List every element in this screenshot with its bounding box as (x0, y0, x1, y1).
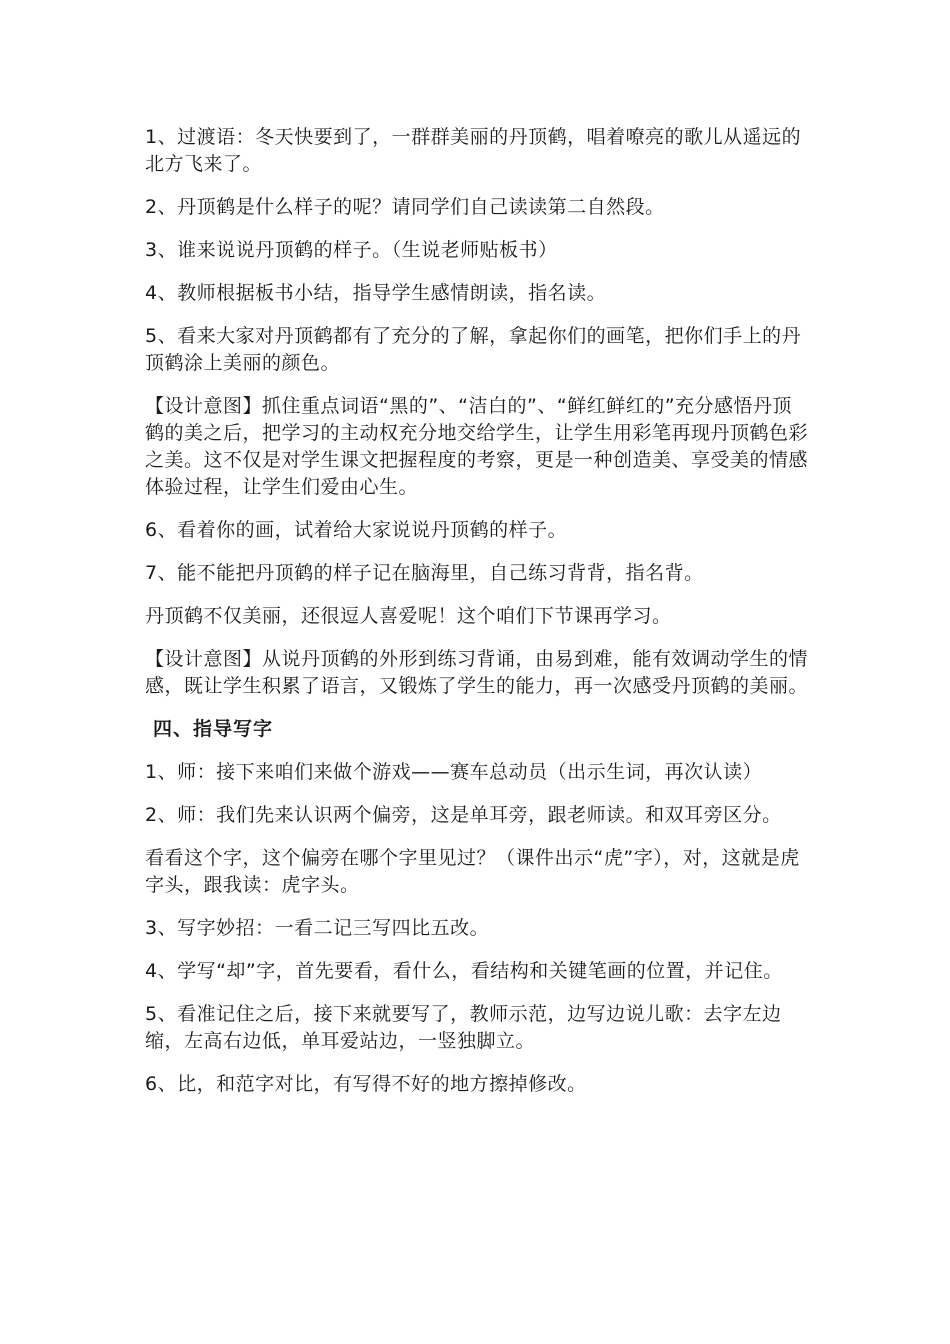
paragraph-design-intent-2: 【设计意图】从说丹顶鹤的外形到练习背诵，由易到难，能有效调动学生的情感，既让学生积累了语言，又锻炼了学生的能力，再一次感受丹顶鹤的美丽。 (145, 648, 809, 697)
paragraph-tiger-radical: 看看这个字，这个偏旁在哪个字里见过？（课件出示“虎”字），对，这就是虎字头，跟我读：虎字头。 (145, 847, 800, 896)
section-heading-writing: 四、指导写字 (153, 718, 274, 740)
paragraph-read-second-section: 2、丹顶鹤是什么样子的呢？请同学们自己读读第二自然段。 (145, 196, 665, 218)
document-page (145, 124, 810, 1114)
paragraph-describe-drawing: 6、看着你的画，试着给大家说说丹顶鹤的样子。 (145, 519, 568, 541)
paragraph-transition: 1、过渡语：冬天快要到了，一群群美丽的丹顶鹤，唱着嘹亮的歌儿从遥远的北方飞来了。 (145, 126, 802, 175)
paragraph-design-intent-1: 【设计意图】抓住重点词语“黑的”、“洁白的”、“鲜红鲜红的”充分感悟丹顶鹤的美之后，把学习的主动权充分地交给学生，让学生用彩笔再现丹顶鹤色彩之美。这不仅是对学生课文把握程度的考察，更是一种创造美、享受美的情感体验过程，让学生们爱由心生。 (145, 395, 809, 498)
paragraph-compare: 6、比，和范字对比，有写得不好的地方擦掉修改。 (145, 1073, 587, 1095)
paragraph-next-lesson: 丹顶鹤不仅美丽，还很逗人喜爱呢！这个咱们下节课再学习。 (145, 605, 672, 627)
paragraph-recite: 7、能不能把丹顶鹤的样子记在脑海里，自己练习背背，指名背。 (145, 562, 704, 584)
paragraph-writing-tips: 3、写字妙招：一看二记三写四比五改。 (145, 917, 490, 939)
paragraph-teacher-demo: 5、看准记住之后，接下来就要写了，教师示范，边写边说儿歌：去字左边缩，左高右边低，单耳爱站边，一竖独脚立。 (145, 1003, 782, 1052)
paragraph-learn-que: 4、学写“却”字，首先要看，看什么，看结构和关键笔画的位置，并记住。 (145, 960, 783, 982)
paragraph-game: 1、师：接下来咱们来做个游戏——赛车总动员（出示生词，再次认读） (145, 761, 763, 783)
paragraph-teacher-summary: 4、教师根据板书小结，指导学生感情朗读，指名读。 (145, 282, 607, 304)
paragraph-describe-crane: 3、谁来说说丹顶鹤的样子。（生说老师贴板书） (145, 239, 558, 261)
paragraph-color-crane: 5、看来大家对丹顶鹤都有了充分的了解，拿起你们的画笔，把你们手上的丹顶鹤涂上美丽的颜色。 (145, 325, 802, 374)
paragraph-radicals: 2、师：我们先来认识两个偏旁，这是单耳旁，跟老师读。和双耳旁区分。 (145, 804, 782, 826)
